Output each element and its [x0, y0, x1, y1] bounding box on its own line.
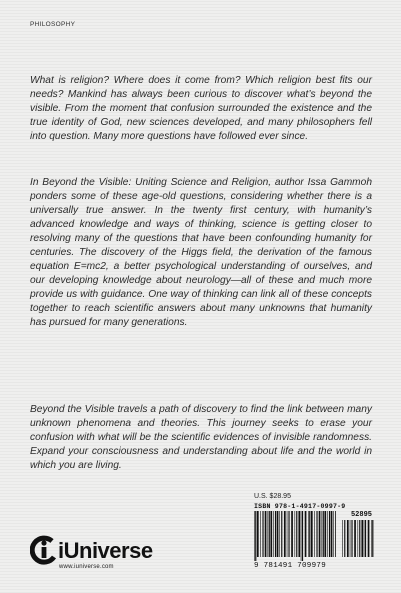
- barcode-bar: [311, 511, 313, 557]
- barcode-bar: [257, 511, 259, 557]
- barcode-bar: [275, 511, 276, 557]
- isbn-label: ISBN 978-1-4917-0997-9: [254, 503, 346, 510]
- publisher-url: www.iuniverse.com: [59, 564, 114, 570]
- barcode-bar: [284, 511, 286, 557]
- barcode-block: [254, 493, 374, 570]
- barcode-bar: [268, 511, 269, 557]
- barcode-bar: [322, 511, 323, 557]
- barcode-bar: [298, 511, 300, 557]
- barcode-bar: [270, 511, 272, 557]
- barcode-bar: [296, 511, 297, 557]
- barcode-bar: [308, 511, 309, 557]
- barcode-bar: [281, 511, 282, 557]
- publisher-name: iUniverse: [58, 538, 153, 563]
- barcode-bar: [342, 520, 343, 557]
- barcode-bar: [333, 511, 334, 557]
- barcode-bar: [347, 520, 349, 557]
- barcode-bar: [262, 511, 263, 557]
- price-label: U.S. $28.95: [254, 493, 291, 500]
- publisher-logo: [30, 535, 180, 575]
- barcode-bar: [358, 520, 359, 557]
- barcode-bar: [365, 520, 366, 557]
- barcode-bar: [327, 511, 328, 557]
- barcode-bar: [354, 520, 356, 557]
- barcode-bar: [295, 511, 296, 557]
- ean-digits: 9 781491 709979: [254, 562, 327, 570]
- addon-barcode: [342, 520, 374, 561]
- iuniverse-logo-icon: [30, 535, 58, 565]
- barcode-bar: [364, 520, 365, 557]
- barcode-bar: [319, 511, 321, 557]
- barcode-bar: [372, 520, 373, 557]
- barcode-bar: [329, 511, 330, 557]
- barcode-bar: [314, 511, 315, 557]
- blurb-paragraph: In Beyond the Visible: Uniting Science and Religion, author Issa Gammoh ponders some of these age-old questions, considering whether there is a universally true answer. In the twenty first century, with humanity’s advanced knowledge and ways of thinking, science is getting closer to resolving many of the questions that have been confounding humanity for centuries. The discovery of the Higgs field, the derivation of the famous equation E=mc2, a better psychological understanding of ourselves, and our developing knowledge about neurology—all of these and much more provide us with guidance. One way of thinking can link all of these concepts together to reach scientific answers about many unknowns that humanity has pursued for many generations.: [30, 177, 372, 328]
- barcode-bar: [265, 511, 267, 557]
- barcode-bar: [273, 511, 274, 557]
- ean-barcode: [254, 511, 336, 561]
- barcode-bar: [305, 511, 307, 557]
- barcode-bar: [277, 511, 279, 557]
- barcode-bar: [302, 511, 303, 561]
- barcode-bar: [361, 520, 363, 557]
- barcode-bar: [324, 511, 326, 557]
- barcode-bar: [288, 511, 289, 557]
- barcode-bar: [260, 511, 261, 557]
- barcode-bar: [331, 511, 333, 557]
- barcode-bar: [269, 511, 270, 557]
- barcode-bar: [323, 511, 324, 557]
- barcode-bar: [309, 511, 310, 557]
- barcode-bar: [255, 511, 256, 561]
- barcode-bar: [254, 511, 255, 561]
- barcode-bar: [335, 511, 336, 557]
- price-code: 52895: [350, 511, 372, 519]
- barcode-bar: [301, 511, 302, 561]
- barcode-bar: [287, 511, 288, 557]
- barcode-bar: [371, 520, 372, 557]
- category-label: PHILOSOPHY: [30, 21, 76, 28]
- barcode-bar: [344, 520, 345, 557]
- barcode-bar: [279, 511, 280, 557]
- barcode-bar: [316, 511, 317, 557]
- blurb-paragraph: What is religion? Where does it come from? Which religion best fits our needs? Mankind has always been curious to discover what’s beyond the visible. From the moment that confusion surrounded the existence and the true identity of God, new sciences developed, and many philosophers fell into question. Many more questions have followed ever since.: [30, 75, 372, 142]
- blurb-paragraph: Beyond the Visible travels a path of discovery to find the link between many unknown phenomena and theories. This journey seeks to erase your confusion with what will be the scientific evidences of invisible randomness. Expand your consciousness and understanding about life and the world in which you are living.: [30, 404, 372, 471]
- barcode-bar: [359, 520, 360, 557]
- barcode: [254, 511, 374, 561]
- barcode-bar: [351, 520, 352, 557]
- barcode-bar: [350, 520, 351, 557]
- barcode-bar: [368, 520, 370, 557]
- barcode-bar: [291, 511, 293, 557]
